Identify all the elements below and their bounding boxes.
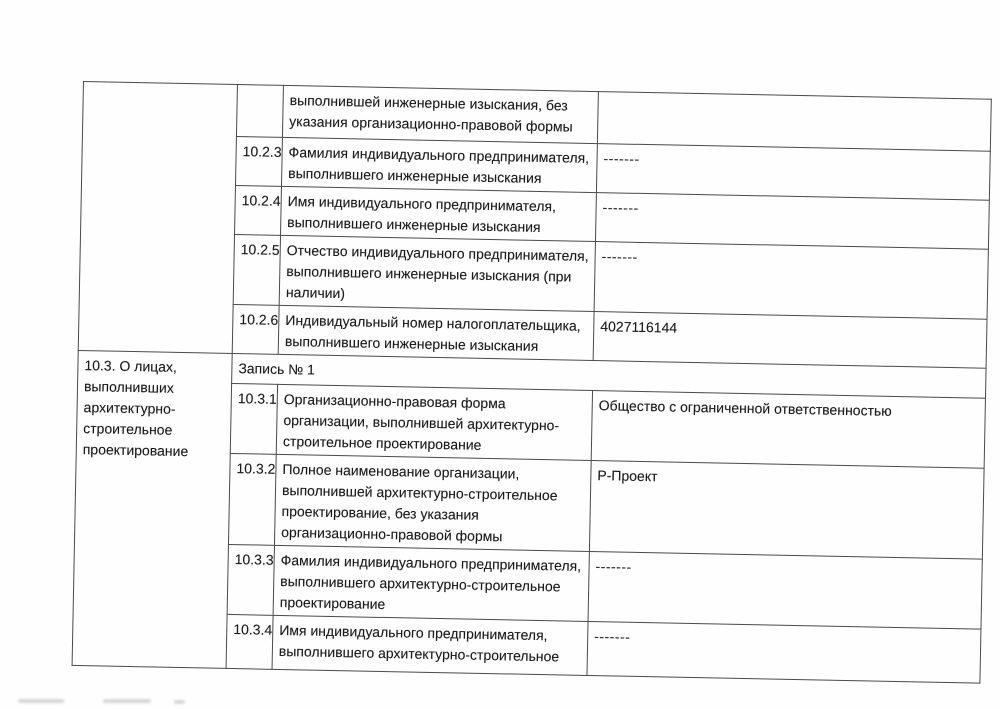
row-number-cell: 10.3.1: [230, 383, 277, 454]
section-cell-10-2: [78, 82, 237, 354]
empty-value-dashes: -------: [595, 558, 632, 575]
empty-value-dashes: -------: [594, 628, 631, 645]
row-number-cell: [236, 85, 283, 138]
field-value-cell: [588, 551, 982, 629]
field-label-cell: Полное наименование организации, выполнившей архитектурно-строительное проектирование, без указания организационно-правовой формы: [274, 454, 591, 551]
empty-value-dashes: -------: [601, 248, 638, 265]
empty-value-dashes: -------: [602, 199, 639, 216]
row-number-cell: 10.3.4: [226, 614, 273, 669]
document-table-wrapper: [72, 81, 991, 684]
field-value-cell: [595, 193, 989, 250]
section-cell-10-3: 10.3. О лицах, выполнивших архитектурно-строительное проектирование: [72, 350, 232, 668]
field-label-cell: Индивидуальный номер налогоплательщика, выполнившего инженерные изыскания: [278, 305, 594, 360]
field-value-cell: [597, 92, 991, 152]
row-number-cell: 10.2.3: [235, 137, 282, 187]
row-number-cell: 10.2.5: [233, 234, 280, 305]
field-label-cell: Имя индивидуального предпринимателя, выполнившего инженерные изыскания: [281, 186, 597, 241]
row-number-cell: 10.2.4: [235, 186, 282, 236]
field-label-cell: Фамилия индивидуального предпринимателя, выполнившего архитектурно-строительное проектирование: [273, 545, 589, 621]
scan-artifact: [103, 699, 151, 703]
field-value-cell: Общество с ограниченной ответственностью: [591, 391, 985, 469]
row-number-cell: 10.3.2: [228, 453, 276, 545]
scan-artifact: [18, 699, 64, 703]
row-number-cell: 10.3.3: [227, 544, 274, 615]
scan-artifact: [174, 700, 185, 704]
field-label-cell: выполнившей инженерные изыскания, без указания организационно-правовой формы: [282, 85, 598, 143]
row-number-cell: 10.2.6: [232, 304, 279, 354]
empty-value-dashes: -------: [603, 150, 640, 167]
field-label-cell: Имя индивидуального предпринимателя, выполнившего архитектурно-строительное: [272, 615, 588, 675]
field-label-cell: Фамилия индивидуального предпринимателя, выполнившего инженерные изыскания: [281, 137, 597, 192]
field-value-cell: [596, 144, 990, 201]
table-row: [82, 82, 991, 152]
field-value-cell: [594, 242, 988, 320]
field-value-cell: 4027116144: [593, 312, 987, 369]
field-value-cell: Р-Проект: [589, 461, 984, 560]
registry-table: [72, 81, 992, 684]
field-label-cell: Организационно-правовая форма организации, выполнившей архитектурно-строительное проектирование: [276, 384, 592, 460]
record-header-cell: Запись № 1: [232, 353, 986, 398]
field-label-cell: Отчество индивидуального предпринимателя, выполнившего инженерные изыскания (при наличии): [279, 235, 595, 311]
field-value-cell: [587, 621, 981, 683]
